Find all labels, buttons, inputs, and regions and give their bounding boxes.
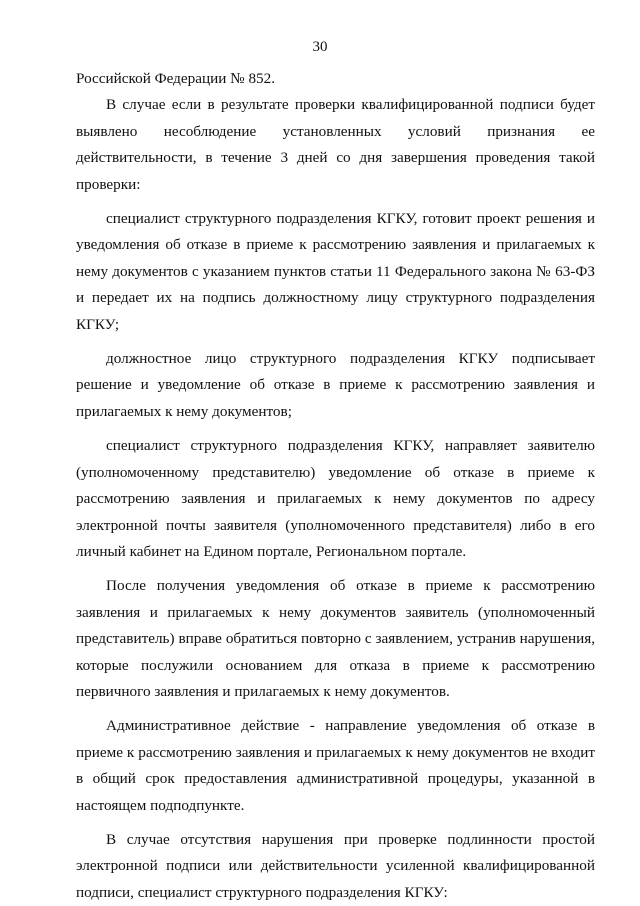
- paragraph-specialist-prepares: специалист структурного подразделения КГКУ, готовит проект решения и уведомления об отказе в приеме к рассмотрению заявления и прилагаемых к нему документов с указанием пунктов статьи 11 Федерального закона № 63-ФЗ и передает их на подпись должностному лицу структурного подразделения КГКУ;: [76, 210, 595, 333]
- paragraph-no-violation: В случае отсутствия нарушения при проверке подлинности простой электронной подписи или действительности усиленной квалифицированной подписи, специалист структурного подразделения КГКУ:: [76, 830, 595, 901]
- paragraph-official-signs: должностное лицо структурного подразделения КГКУ подписывает решение и уведомление об отказе в приеме к рассмотрению заявления и прилагаемых к нему документов;: [76, 350, 595, 420]
- paragraph-verification-failure: В случае если в результате проверки квалифицированной подписи будет выявлено несоблюдение установленных условий признания ее действительности, в течение 3 дней со дня завершения проведения такой проверки:: [76, 96, 595, 193]
- paragraph-reapply: После получения уведомления об отказе в приеме к рассмотрению заявления и прилагаемых к нему документов заявитель (уполномоченный представитель) вправе обратиться повторно с заявлением, устранив нарушения, которые послужили основанием для отказа в приеме к рассмотрению первичного заявления и прилагаемых к нему документов.: [76, 577, 595, 700]
- document-body: [76, 66, 595, 906]
- page-number: 30: [312, 39, 328, 55]
- paragraph-specialist-sends: специалист структурного подразделения КГКУ, направляет заявителю (уполномоченному представителю) уведомление об отказе в приеме к рассмотрению заявления и прилагаемых к нему документов по адресу электронной почты заявителя (уполномоченного представителя) либо в его личный кабинет на Едином портале, Региональном портале.: [76, 437, 595, 560]
- paragraph-administrative-action: Административное действие - направление уведомления об отказе в приеме к рассмотрению заявления и прилагаемых к нему документов не входит в общий срок предоставления административной процедуры, указанной в настоящем подподпункте.: [76, 717, 595, 814]
- paragraph-continuation: Российской Федерации № 852.: [76, 70, 276, 87]
